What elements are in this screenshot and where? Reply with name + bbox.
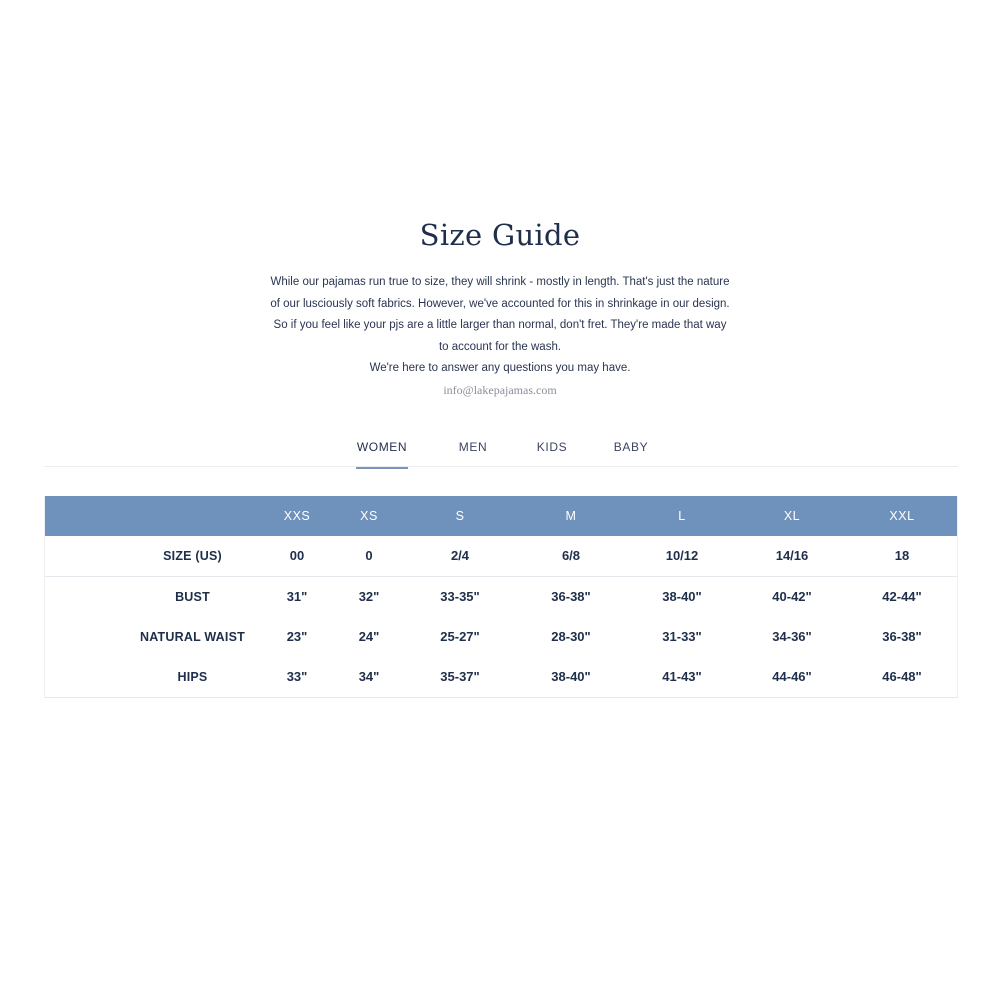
header-cell: XXL	[889, 509, 915, 523]
table-cell: 34-36"	[772, 629, 812, 644]
intro-line: While our pajamas run true to size, they will shrink - mostly in length. That's just the nature	[270, 276, 730, 288]
table-cell: 00	[289, 548, 305, 563]
table-row	[45, 577, 957, 617]
row-label: SIZE (US)	[163, 549, 222, 563]
intro-line: to account for the wash.	[438, 340, 562, 353]
table-cell: 33-35"	[440, 589, 480, 604]
intro-line: We're here to answer any questions you may have.	[369, 362, 631, 375]
table-cell: 36-38"	[551, 589, 591, 604]
tab-baby[interactable]: BABY	[613, 440, 649, 454]
table-cell: 28-30"	[551, 629, 591, 644]
intro-text	[200, 272, 800, 403]
header-cell: S	[455, 509, 465, 523]
tab-kids[interactable]: KIDS	[536, 440, 568, 454]
table-cell: 24"	[358, 629, 380, 644]
intro-line: of our lusciously soft fabrics. However, we've accounted for this in shrinkage in our design.	[270, 297, 730, 310]
table-cell: 25-27"	[440, 629, 480, 644]
tab-men[interactable]: MEN	[458, 440, 488, 454]
table-cell: 35-37"	[440, 669, 480, 684]
table-cell: 36-38"	[882, 629, 922, 644]
contact-email-link[interactable]: info@lakepajamas.com	[443, 382, 557, 397]
table-cell: 33"	[286, 669, 308, 684]
table-cell: 46-48"	[882, 669, 922, 684]
row-label: NATURAL WAIST	[140, 630, 245, 644]
table-cell: 34"	[358, 669, 380, 684]
table-cell: 31-33"	[662, 629, 702, 644]
table-cell: 2/4	[450, 548, 470, 563]
table-cell: 38-40"	[662, 589, 702, 604]
tabs-divider	[44, 466, 958, 467]
row-label: BUST	[175, 590, 210, 604]
table-cell: 44-46"	[772, 669, 812, 684]
table-cell: 18	[894, 548, 910, 563]
header-cell: XXS	[283, 509, 311, 523]
header-cell: M	[565, 509, 577, 523]
header-cell: XS	[360, 509, 378, 523]
table-cell: 38-40"	[551, 669, 591, 684]
table-row	[45, 657, 957, 697]
header-cell: L	[678, 509, 686, 523]
table-cell: 23"	[286, 629, 308, 644]
table-cell: 10/12	[665, 548, 699, 563]
header-cell: XL	[783, 509, 801, 523]
table-cell: 41-43"	[662, 669, 702, 684]
table-cell: 42-44"	[882, 589, 922, 604]
category-tabs	[0, 440, 1000, 468]
table-header-row	[45, 496, 957, 536]
table-cell: 32"	[358, 589, 380, 604]
table-cell: 31"	[286, 589, 308, 604]
page-title: Size Guide	[419, 218, 581, 252]
table-cell: 0	[365, 548, 373, 563]
tab-women[interactable]: WOMEN	[356, 440, 408, 469]
table-cell: 40-42"	[772, 589, 812, 604]
table-cell: 14/16	[775, 548, 809, 563]
row-label: HIPS	[177, 670, 208, 684]
table-row	[45, 617, 957, 657]
size-table	[44, 496, 958, 698]
intro-line: So if you feel like your pjs are a little larger than normal, don't fret. They're made that way	[273, 319, 727, 332]
table-cell: 6/8	[561, 548, 581, 563]
table-row	[45, 536, 957, 577]
